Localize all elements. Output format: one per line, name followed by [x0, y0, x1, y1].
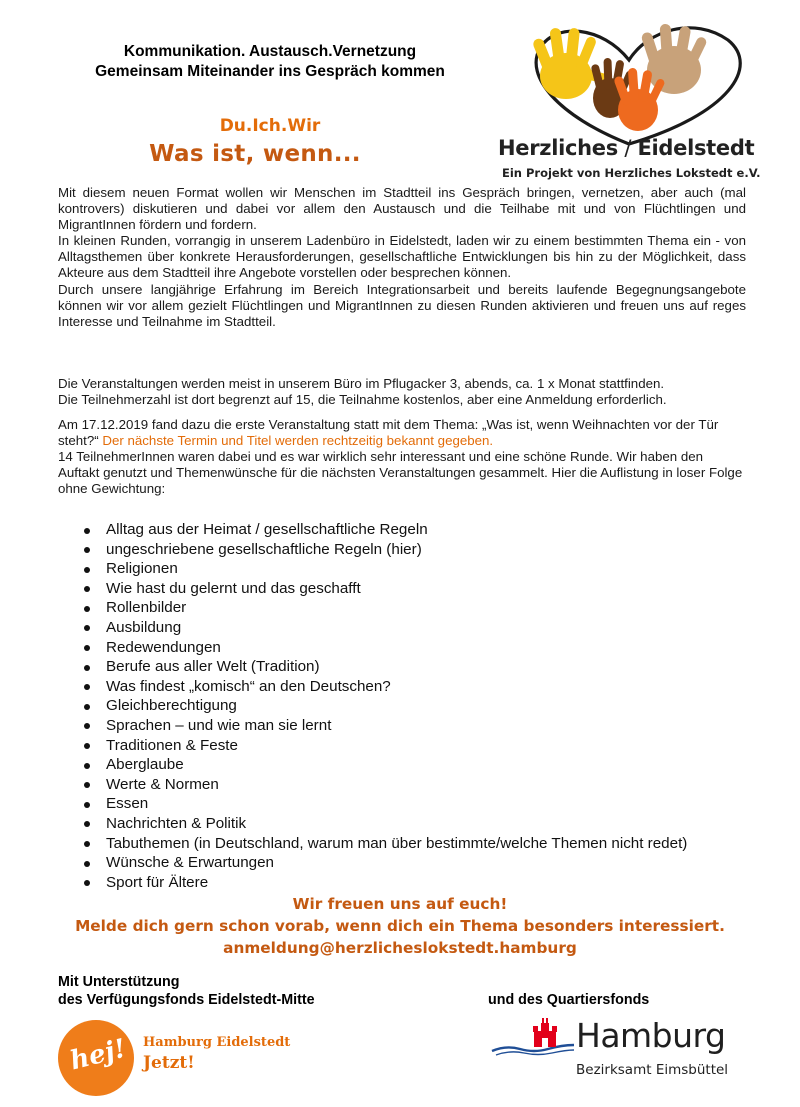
hamburg-crest-icon — [490, 1017, 576, 1057]
topic-item: Werte & Normen — [80, 775, 760, 795]
topic-item: Rollenbilder — [80, 598, 760, 618]
topic-item: Berufe aus aller Welt (Tradition) — [80, 657, 760, 677]
topic-item: ungeschriebene gesellschaftliche Regeln (hier) — [80, 540, 760, 560]
hej-logo-line-1: Hamburg Eidelstedt — [143, 1035, 291, 1050]
intro-paragraph-2: In kleinen Runden, vorrangig in unserem Ladenbüro in Eidelstedt, laden wir zu einem bestimmten Thema ein - von Alltagsthemen über konkrete Herausforderungen, gesellschaftliche Entwicklungen bis hin zu der Möglichkeit, dass Akteure aus dem Stadtteil ihre Angebote vorstellen oder besprechen können. — [58, 233, 746, 281]
logo-title-right: Eidelstedt — [637, 136, 755, 160]
page-title: Was ist, wenn... — [149, 141, 361, 167]
logo-title: Herzliches / Eidelstedt — [498, 136, 755, 160]
closing-section — [60, 893, 740, 959]
support-right: und des Quartiersfonds — [488, 992, 650, 1008]
intro-section — [58, 185, 746, 330]
hamburg-subtitle: Bezirksamt Eimsbüttel — [576, 1062, 729, 1078]
topic-item: Traditionen & Feste — [80, 736, 760, 756]
events-line-1: Die Veranstaltungen werden meist in unserem Büro im Pflugacker 3, abends, ca. 1 x Monat stattfinden. — [58, 376, 665, 391]
first-event-section — [58, 417, 746, 497]
topic-item: Sprachen – und wie man sie lernt — [80, 716, 760, 736]
hej-logo-line-2: Jetzt! — [143, 1053, 195, 1073]
logo-title-left: Herzliches — [498, 136, 618, 160]
topic-item: Religionen — [80, 559, 760, 579]
topic-item: Tabuthemen (in Deutschland, warum man über bestimmte/welche Themen nicht redet) — [80, 834, 760, 854]
topic-item: Essen — [80, 794, 760, 814]
topic-item: Redewendungen — [80, 638, 760, 658]
herzliches-eidelstedt-logo — [498, 16, 760, 186]
closing-line-1: Wir freuen uns auf euch! — [292, 895, 508, 913]
topic-item: Alltag aus der Heimat / gesellschaftliche Regeln — [80, 520, 760, 540]
header-line-1: Kommunikation. Austausch.Vernetzung — [123, 43, 417, 60]
topic-item: Wünsche & Erwartungen — [80, 853, 760, 873]
topic-item: Ausbildung — [80, 618, 760, 638]
hamburg-wordmark: Hamburg — [576, 1016, 726, 1055]
topic-item: Nachrichten & Politik — [80, 814, 760, 834]
events-info — [58, 376, 746, 408]
topic-item: Wie hast du gelernt und das geschafft — [80, 579, 760, 599]
topic-item: Gleichberechtigung — [80, 696, 760, 716]
kicker: Du.Ich.Wir — [219, 116, 321, 136]
next-date-note: Der nächste Termin und Titel werden rechtzeitig bekannt gegeben. — [102, 433, 494, 449]
topic-item: Aberglaube — [80, 755, 760, 775]
header — [40, 42, 500, 82]
support-left-line-2: des Verfügungsfonds Eidelstedt-Mitte — [58, 992, 315, 1008]
first-event-text — [58, 417, 746, 449]
first-event-followup: 14 TeilnehmerInnen waren dabei und es war wirklich sehr interessant und eine schöne Runde. Wir haben den Auftakt genutzt und Themenwünsche für die nächsten Veranstaltungen gesammelt. Hier die Auflistung in loser Folge ohne Gewichtung: — [58, 449, 743, 497]
topic-item: Sport für Ältere — [80, 873, 760, 893]
topic-item: Was findest „komisch“ an den Deutschen? — [80, 677, 760, 697]
support-left — [58, 973, 418, 1009]
hej-badge-text: hej! — [67, 1033, 130, 1077]
topic-list — [80, 520, 760, 892]
intro-paragraph-3: Durch unsere langjährige Erfahrung im Bereich Integrationsarbeit und bereits laufende Begegnungsangebote können wir vor allem gezielt Flüchtlingen und MigrantInnen zu diesen Runden aktivieren und freuen uns auf reges Interesse und Teilnahme im Stadtteil. — [58, 281, 746, 329]
closing-line-2: Melde dich gern schon vorab, wenn dich ein Thema besonders interessiert. — [75, 917, 725, 935]
support-left-line-1: Mit Unterstützung — [58, 974, 180, 990]
events-line-2: Die Teilnehmerzahl ist dort begrenzt auf 15, die Teilnahme kostenlos, aber eine Anmeldung erforderlich. — [58, 392, 667, 408]
intro-paragraph-1: Mit diesem neuen Format wollen wir Menschen im Stadtteil ins Gespräch bringen, vernetzen, aber auch (mal kontrovers) diskutieren und dabei vor allem den Austausch und die Teilhabe mit und von Flüchtlingen und MigrantInnen fördern und fordern. — [58, 185, 746, 233]
signup-email-link[interactable]: anmeldung@herzlicheslokstedt.hamburg — [223, 939, 577, 957]
header-line-2: Gemeinsam Miteinander ins Gespräch kommen — [95, 63, 445, 80]
logo-subtitle: Ein Projekt von Herzliches Lokstedt e.V. — [502, 166, 761, 180]
first-event-sentence: Am 17.12.2019 fand dazu die erste Veranstaltung statt mit dem Thema: „Was ist, wenn Weihnachten vor der Tür steht?“ — [58, 417, 719, 449]
